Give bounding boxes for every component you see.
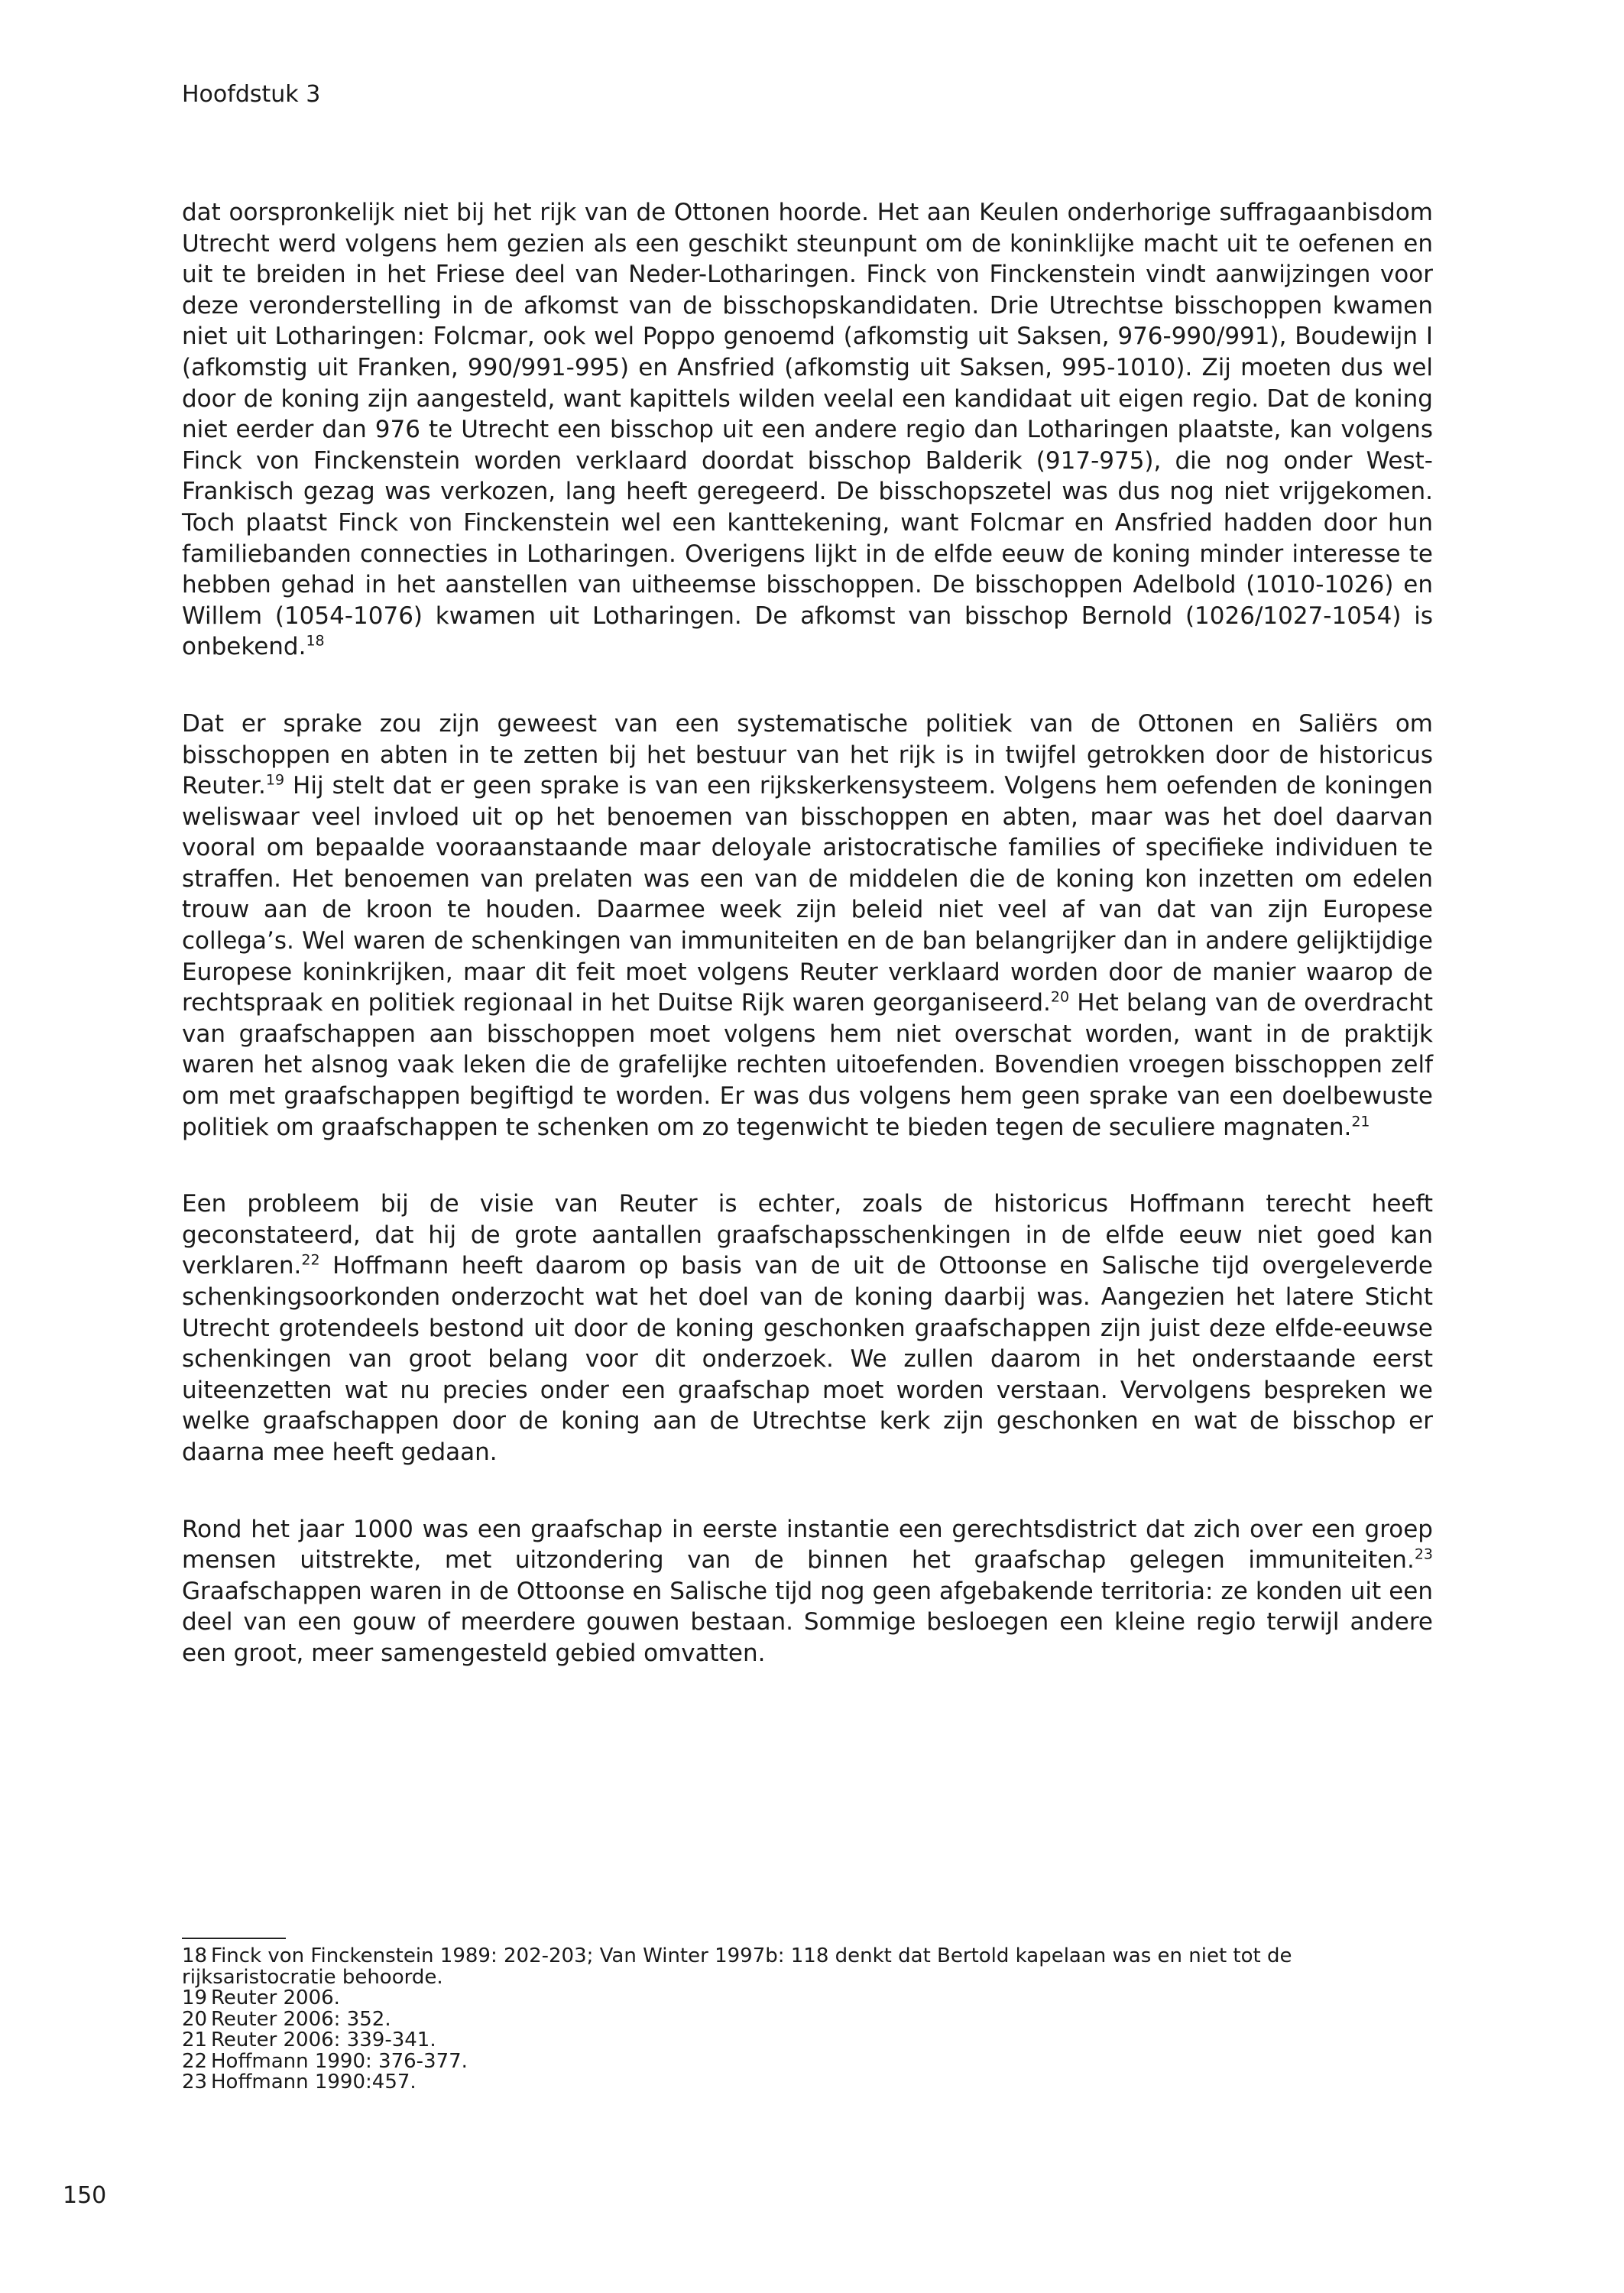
footnote-text: Reuter 2006: 339-341. <box>211 2029 436 2051</box>
paragraph <box>182 709 1433 1143</box>
running-header: Hoofdstuk 3 <box>182 81 321 108</box>
paragraph-text: Hij stelt dat er geen sprake is van een rijkskerkensysteem. Volgens hem oefenden de koningen weliswaar veel invloed uit op het benoemen van bisschoppen en abten, maar was het doel daarvan vooral om bepaalde vooraanstaande maar deloyale aristocratische families of specifieke individuen te straffen. Het benoemen van prelaten was een van de middelen die de koning kon inzetten om edelen trouw aan de kroon te houden. Daarmee week zijn beleid niet veel af van dat van zijn Europese collega’s. Wel waren de schenkingen van immuniteiten en de ban belangrijker dan in andere gelijktijdige Europese koninkrijken, maar dit feit moet volgens Reuter verklaard worden door de manier waarop de rechtspraak en politiek regionaal in het Duitse Rijk waren georganiseerd. <box>182 772 1433 1017</box>
footnote-number: 18 <box>182 1944 208 1967</box>
paragraph-text: Graafschappen waren in de Ottoonse en Salische tijd nog geen afgebakende territoria: ze konden uit een deel van een gouw of meerdere gouwen bestaan. Sommige besloegen een kleine regio terwijl andere een groot, meer samengesteld gebied omvatten. <box>182 1577 1433 1667</box>
page-number: 150 <box>63 2182 107 2209</box>
paragraph-text: dat oorspronkelijk niet bij het rijk van de Ottonen hoorde. Het aan Keulen onderhorige suffragaanbisdom Utrecht werd volgens hem gezien als een geschikt steunpunt om de koninklijke macht uit te oefenen en uit te breiden in het Friese deel van Neder-Lotharingen. Finck von Finckenstein vindt aanwijzingen voor deze veronderstelling in de afkomst van de bisschopskandidaten. Drie Utrechtse bisschoppen kwamen niet uit Lotharingen: Folcmar, ook wel Poppo genoemd (afkomstig uit Saksen, 976-990/991), Boudewijn I (afkomstig uit Franken, 990/991-995) en Ansfried (afkomstig uit Saksen, 995-1010). Zij moeten dus wel door de koning zijn aangesteld, want kapittels wilden veelal een kandidaat uit eigen regio. Dat de koning niet eerder dan 976 te Utrecht een bisschop uit een andere regio dan Lotharingen plaatste, kan volgens Finck von Finckenstein worden verklaard doordat bisschop Balderik (917-975), die nog onder West-Frankisch gezag was verkozen, lang heeft geregeerd. De bisschopszetel was dus nog niet vrijgekomen. Toch plaatst Finck von Finckenstein wel een kanttekening, want Folcmar en Ansfried hadden door hun familiebanden connecties in Lotharingen. Overigens lijkt in de elfde eeuw de koning minder interesse te hebben gehad in het aanstellen van uitheemse bisschoppen. De bisschoppen Adelbold (1010-1026) en Willem (1054-1076) kwamen uit Lotharingen. De afkomst van bisschop Bernold (1026/1027-1054) is onbekend. <box>182 199 1433 661</box>
footnote-number: 19 <box>182 1987 208 2009</box>
footnote-number: 20 <box>182 2007 208 2031</box>
paragraph-text: Het belang van de overdracht van graafschappen aan bisschoppen moet volgens hem niet overschat worden, want in de praktijk waren het alsnog vaak leken die de grafelijke rechten uitoefenden. Bovendien vroegen bisschoppen zelf om met graafschappen begiftigd te worden. Er was dus volgens hem geen sprake van een doelbewuste politiek om graafschappen te schenken om zo tegenwicht te bieden tegen de seculiere magnaten. <box>182 989 1433 1141</box>
footnote-number: 21 <box>182 2029 208 2051</box>
footnote-divider <box>182 1938 286 1939</box>
footnote-number: 22 <box>182 2049 208 2073</box>
footnote <box>182 2030 1433 2051</box>
paragraph-text: Een probleem bij de visie van Reuter is echter, zoals de historicus Hoffmann terecht heeft geconstateerd, dat hij de grote aantallen graafschapsschenkingen in de elfde eeuw niet goed kan verklaren. <box>182 1190 1433 1280</box>
footnote-reference[interactable]: 23 <box>1414 1545 1433 1563</box>
footnote-text: Finck von Finckenstein 1989: 202-203; Van Winter 1997b: 118 denkt dat Bertold kapelaan was en niet tot de rijksaristocratie behoorde. <box>182 1944 1292 1989</box>
paragraph-text: Hoffmann heeft daarom op basis van de uit de Ottoonse en Salische tijd overgeleverde schenkingsoorkonden onderzocht wat het doel van de koning daarbij was. Aangezien het latere Sticht Utrecht grotendeels bestond uit door de koning geschonken graafschappen zijn juist deze elfde-eeuwse schenkingen van groot belang voor dit onderzoek. We zullen daarom in het onderstaande eerst uiteenzetten wat nu precies onder een graafschap moet worden verstaan. Vervolgens bespreken we welke graafschappen door de koning aan de Utrechtse kerk zijn geschonken en wat de bisschop er daarna mee heeft gedaan. <box>182 1252 1433 1466</box>
body-text <box>182 197 1433 1715</box>
footnote <box>182 2072 1433 2094</box>
footnote-reference[interactable]: 19 <box>265 771 285 789</box>
footnote-text: Hoffmann 1990: 376-377. <box>211 2049 468 2073</box>
footnote <box>182 1988 1433 2009</box>
footnote-text: Reuter 2006. <box>211 1987 340 2009</box>
paragraph-text: Rond het jaar 1000 was een graafschap in eerste instantie een gerechtsdistrict dat zich over een groep mensen uitstrekte, met uitzondering van de binnen het graafschap gelegen immuniteiten. <box>182 1515 1433 1575</box>
footnote-text: Reuter 2006: 352. <box>211 2007 391 2031</box>
footnote <box>182 2009 1433 2031</box>
footnote <box>182 1946 1433 1988</box>
footnote-reference[interactable]: 21 <box>1351 1113 1370 1130</box>
footnote-reference[interactable]: 18 <box>306 632 325 650</box>
footnotes-section <box>182 1946 1433 2094</box>
footnote <box>182 2051 1433 2073</box>
paragraph <box>182 1514 1433 1669</box>
footnote-reference[interactable]: 22 <box>301 1252 320 1270</box>
footnote-reference[interactable]: 20 <box>1050 988 1070 1006</box>
footnote-text: Hoffmann 1990:457. <box>211 2071 417 2094</box>
paragraph <box>182 197 1433 663</box>
paragraph <box>182 1189 1433 1468</box>
paragraph-text: Dat er sprake zou zijn geweest van een systematische politiek van de Ottonen en Saliërs om bisschoppen en abten in te zetten bij het bestuur van het rijk is in twijfel getrokken door de historicus Reuter. <box>182 709 1433 800</box>
footnote-number: 23 <box>182 2071 208 2094</box>
